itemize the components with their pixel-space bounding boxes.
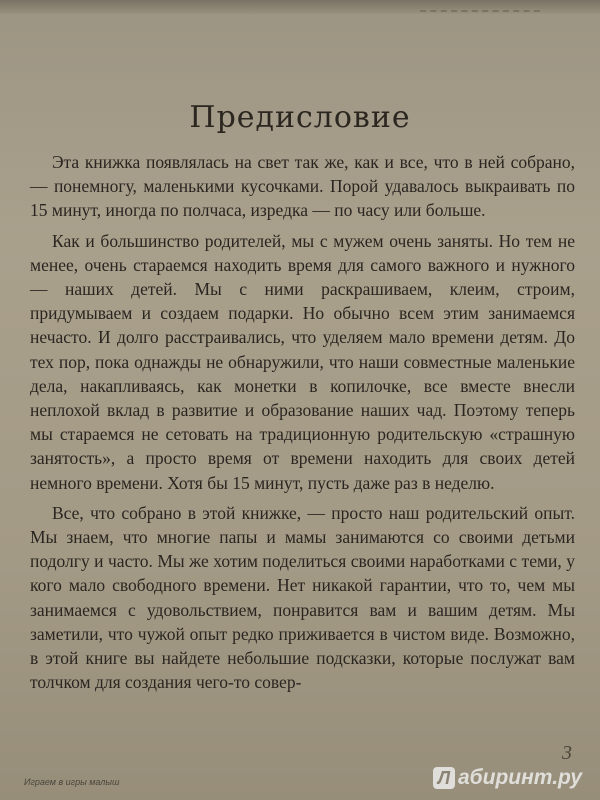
watermark-logo-icon: Л [433,767,455,789]
labirint-watermark [433,766,582,790]
paragraph-1: Эта книжка появлялась на свет так же, как и все, что в ней собрано, — понемногу, маленькими кусочками. Порой удавалось выкраивать по 15 минут, иногда по полчаса, изредка — по часу или больше. [30,152,575,221]
page-number: 3 [562,742,572,764]
body-text [30,150,575,694]
paragraph-3: Все, что собрано в этой книжке, — просто наш родительский опыт. Мы знаем, что многие папы и мамы занимаются со своими детьми подолгу и часто. Мы же хотим поделиться своими наработками с теми, у кого мало свободного времени. Нет никакой гарантии, что то, чем мы занимаемся с удовольствием, понравится вам и вашим детям. Мы заметили, что чужой опыт редко приживается в чистом виде. Возможно, в этой книге вы найдете небольшие подсказки, которые послужат вам толчком для создания чего-то совер- [30,502,575,693]
watermark-text: абиринт.ру [457,766,582,789]
page-heading: Предисловие [189,100,411,135]
top-ornament [420,2,540,12]
footer-running-title: Играем в игры малыш [24,777,120,787]
previous-page-edge [0,0,600,14]
paragraph-2: Как и большинство родителей, мы с мужем очень заняты. Но тем не менее, очень стараемся находить время для самого важного и нужного — наших детей. Мы с ними раскрашиваем, клеим, строим, придумываем и создаем подарки. Но обычно всем этим занимаемся нечасто. И долго расстраивались, что уделяем мало времени детям. До тех пор, пока однажды не обнаружили, что наши совместные маленькие дела, накапливаясь, как монетки в копилочке, все вместе внесли неплохой вклад в развитие и образование наших чад. Поэтому теперь мы стараемся не сетовать на традиционную родительскую «страшную занятость», а просто время от времени находить для своих детей немного времени. Хотя бы 15 минут, пусть даже раз в неделю. [30,230,575,493]
